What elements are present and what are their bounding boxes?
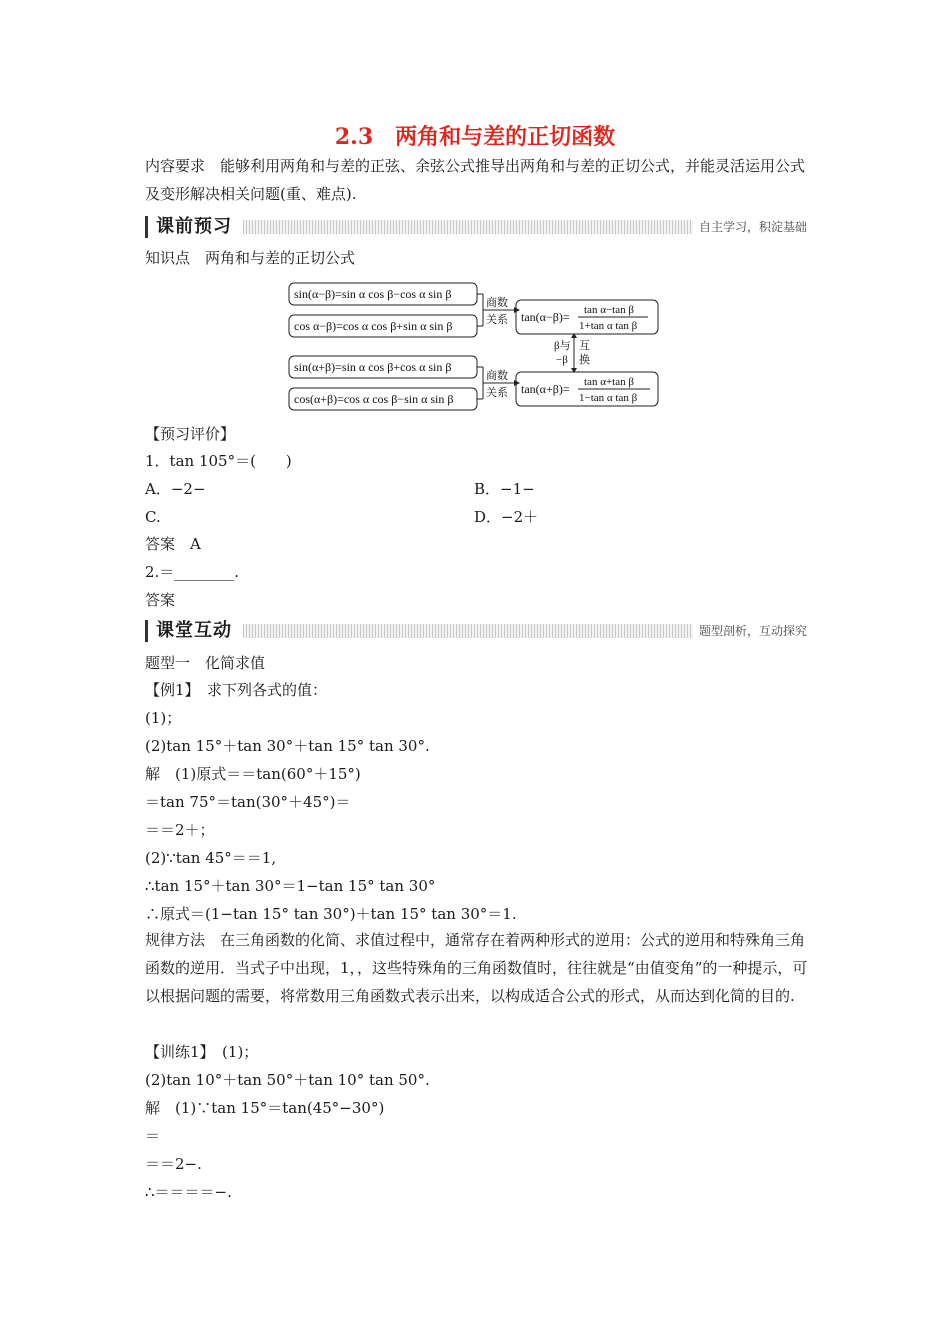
content-requirements: 内容要求 能够利用两角和与差的正弦、余弦公式推导出两角和与差的正切公式，并能灵活运用公式及变形解决相关问题(重、难点). — [145, 157, 806, 203]
solution-line: 解 (1)原式＝＝tan(60°＋15°) — [145, 765, 361, 783]
tan-plus-lhs: tan(α+β)= — [521, 382, 570, 396]
training-solution-line: ∴＝＝＝＝−. — [145, 1183, 232, 1201]
banner-tag: 题型剖析，互动探究 — [693, 622, 813, 640]
knowledge-point-heading: 知识点 两角和与差的正切公式 — [145, 249, 356, 267]
quotient-label-top-2: 商数 — [486, 370, 508, 382]
solution-line: ∴原式＝(1−tan 15° tan 30°)＋tan 15° tan 30°＝1. — [145, 905, 517, 923]
question-1-option-c: C. — [145, 508, 161, 526]
solution-line: ＝tan 75°＝tan(30°＋45°)＝ — [145, 793, 351, 811]
tan-minus-numerator: tan α−tan β — [584, 304, 634, 316]
question-1-option-d: D．−2＋ — [474, 508, 539, 526]
solution-line: ＝＝2＋； — [145, 821, 215, 839]
question-2-answer: 答案 — [145, 591, 176, 609]
question-1-answer: 答案 A — [145, 535, 201, 553]
example-1-heading: 【例1】 求下列各式的值： — [145, 681, 328, 699]
page-title: 2.3 两角和与差的正切函数 — [334, 124, 616, 150]
solution-line: ∴tan 15°＋tan 30°＝1−tan 15° tan 30° — [145, 877, 436, 895]
section-banner-preview — [145, 216, 813, 238]
tan-plus-denominator: 1−tan α tan β — [579, 392, 638, 404]
question-2-stem: 2.＝________. — [145, 563, 240, 581]
example-1-part-2: (2)tan 15°＋tan 30°＋tan 15° tan 30°. — [145, 737, 430, 755]
training-1-part-2: (2)tan 10°＋tan 50°＋tan 10° tan 50°. — [145, 1071, 430, 1089]
question-1-option-a: A．−2− — [145, 480, 206, 498]
tan-minus-denominator: 1+tan α tan β — [579, 320, 638, 332]
training-solution-line: ＝ — [145, 1127, 161, 1145]
training-solution-line: ＝＝2−. — [145, 1155, 202, 1173]
type-1-heading: 题型一 化简求值 — [145, 654, 266, 672]
quotient-label-bottom-2: 关系 — [486, 387, 508, 399]
tan-minus-lhs: tan(α−β)= — [521, 310, 570, 324]
sin-minus-formula: sin(α−β)=sin α cos β−cos α sin β — [294, 287, 452, 301]
training-1-heading: 【训练1】 (1)； — [145, 1043, 259, 1061]
method-paragraph: 规律方法 在三角函数的化简、求值过程中，通常存在着两种形式的逆用：公式的逆用和特殊角三角函数的逆用．当式子中出现，1，，这些特殊角的三角函数值时，往往就是“由值变角”的一种提示，可以根据问题的需要，将常数用三角函数式表示出来，以构成适合公式的形式，从而达到化简的目的. — [145, 931, 808, 1005]
question-1-option-b: B．−1− — [474, 480, 535, 498]
cos-minus-formula: cos α−β)=cos α cos β+sin α sin β — [294, 319, 453, 333]
question-1-stem: 1．tan 105°＝( ) — [145, 452, 292, 470]
tan-plus-numerator: tan α+tan β — [584, 376, 634, 388]
swap-label-right-1: 互 — [579, 340, 590, 352]
sin-plus-formula: sin(α+β)=sin α cos β+cos α sin β — [294, 360, 452, 374]
banner-tag: 自主学习，积淀基础 — [693, 218, 813, 236]
quotient-label-bottom-1: 关系 — [486, 314, 508, 326]
solution-line: (2)∵tan 45°＝＝1, — [145, 849, 277, 867]
banner-label: 课前预习 — [145, 216, 232, 238]
example-1-part-1: (1)； — [145, 709, 182, 727]
preview-eval-heading: 【预习评价】 — [145, 425, 236, 443]
banner-label: 课堂互动 — [145, 620, 232, 642]
swap-label-left-1: β与 — [554, 340, 571, 352]
training-solution-line: 解 (1)∵tan 15°＝tan(45°−30°) — [145, 1099, 385, 1117]
section-banner-classroom — [145, 620, 813, 642]
swap-label-right-2: 换 — [579, 354, 590, 366]
swap-label-left-2: −β — [556, 354, 568, 366]
formula-diagram — [286, 280, 662, 412]
quotient-label-top-1: 商数 — [486, 297, 508, 309]
cos-plus-formula: cos(α+β)=cos α cos β−sin α sin β — [294, 392, 454, 406]
